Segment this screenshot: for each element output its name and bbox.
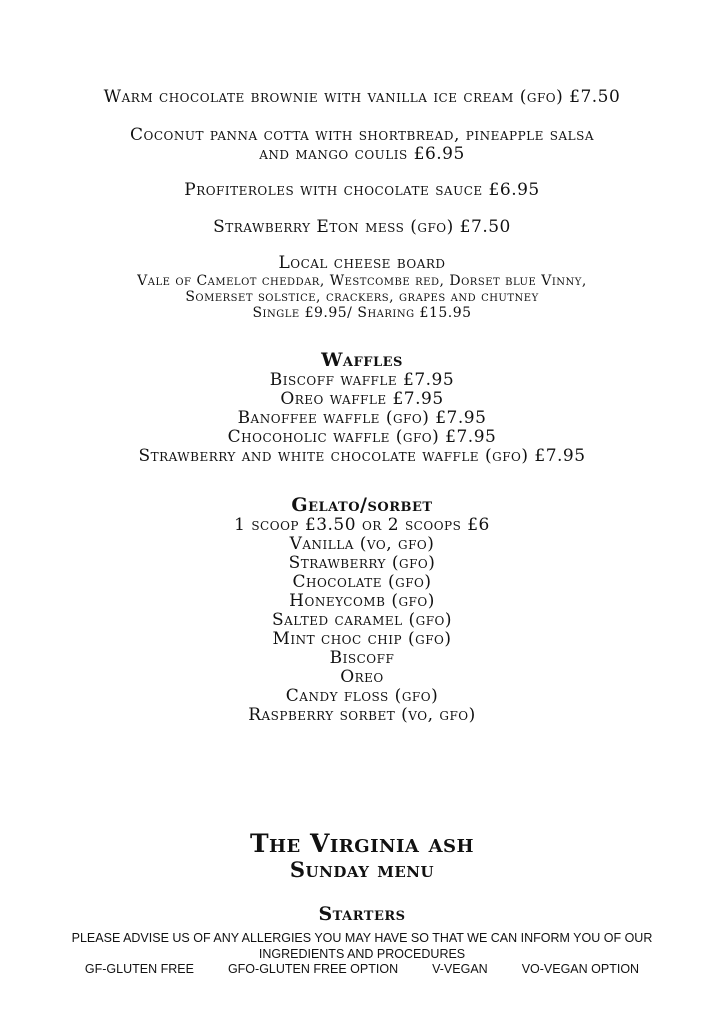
restaurant-title: The Virginia ash <box>249 829 475 858</box>
cheese-board-price: Single £9.95/ Sharing £15.95 <box>252 305 472 321</box>
allergy-notice-cont: INGREDIENTS AND PROCEDURES <box>258 947 466 961</box>
starters-heading: Starters <box>318 903 406 925</box>
menu-item-eton-mess: Strawberry Eton mess (gfo) £7.50 <box>213 217 511 237</box>
menu-item-profiteroles: Profiteroles with chocolate sauce £6.95 <box>184 180 540 200</box>
gelato-flavour: Honeycomb (gfo) <box>289 591 435 611</box>
gelato-flavour: Chocolate (gfo) <box>292 572 432 592</box>
gelato-flavour: Strawberry (gfo) <box>288 553 436 573</box>
legend-vo: VO-VEGAN OPTION <box>521 962 640 976</box>
gelato-flavour: Raspberry sorbet (vo, gfo) <box>248 705 476 725</box>
dietary-legend <box>0 962 724 976</box>
waffle-item: Chocoholic waffle (gfo) £7.95 <box>227 427 497 447</box>
cheese-board-line: Vale of Camelot cheddar, Westcombe red, Dorset blue Vinny, <box>137 273 587 289</box>
gelato-section <box>0 495 724 725</box>
gelato-flavour: Vanilla (vo, gfo) <box>289 534 435 554</box>
waffle-item: Oreo waffle £7.95 <box>280 389 444 409</box>
waffles-heading: Waffles <box>321 349 403 371</box>
waffle-item: Strawberry and white chocolate waffle (gfo) £7.95 <box>138 446 586 466</box>
legend-v: V-VEGAN <box>432 962 488 976</box>
waffles-section <box>0 350 724 466</box>
gelato-heading: Gelato/sorbet <box>291 494 433 516</box>
gelato-flavour: Biscoff <box>329 648 395 668</box>
legend-gf: GF-GLUTEN FREE <box>84 962 194 976</box>
allergy-notice: PLEASE ADVISE US OF ANY ALLERGIES YOU MAY HAVE SO THAT WE CAN INFORM YOU OF OUR <box>71 931 653 945</box>
gelato-flavour: Salted caramel (gfo) <box>271 610 453 630</box>
menu-subtitle: Sunday menu <box>289 857 435 882</box>
waffle-item: Biscoff waffle £7.95 <box>269 370 455 390</box>
gelato-price: 1 scoop £3.50 or 2 scoops £6 <box>234 515 490 535</box>
legend-gfo: GFO-GLUTEN FREE OPTION <box>227 962 399 976</box>
menu-item-panna-cotta: Coconut panna cotta with shortbread, pineapple salsa <box>129 125 595 145</box>
gelato-flavour: Candy floss (gfo) <box>285 686 439 706</box>
menu-item-brownie: Warm chocolate brownie with vanilla ice cream (gfo) £7.50 <box>103 87 621 107</box>
gelato-flavour: Oreo <box>340 667 384 687</box>
menu-item-panna-cotta-cont: and mango coulis £6.95 <box>259 144 465 164</box>
desserts-section <box>0 88 724 321</box>
sunday-menu-header <box>0 830 724 976</box>
cheese-board-title: Local cheese board <box>278 253 446 273</box>
cheese-board-line: Somerset solstice, crackers, grapes and chutney <box>185 289 539 305</box>
gelato-flavour: Mint choc chip (gfo) <box>272 629 452 649</box>
waffle-item: Banoffee waffle (gfo) £7.95 <box>237 408 487 428</box>
